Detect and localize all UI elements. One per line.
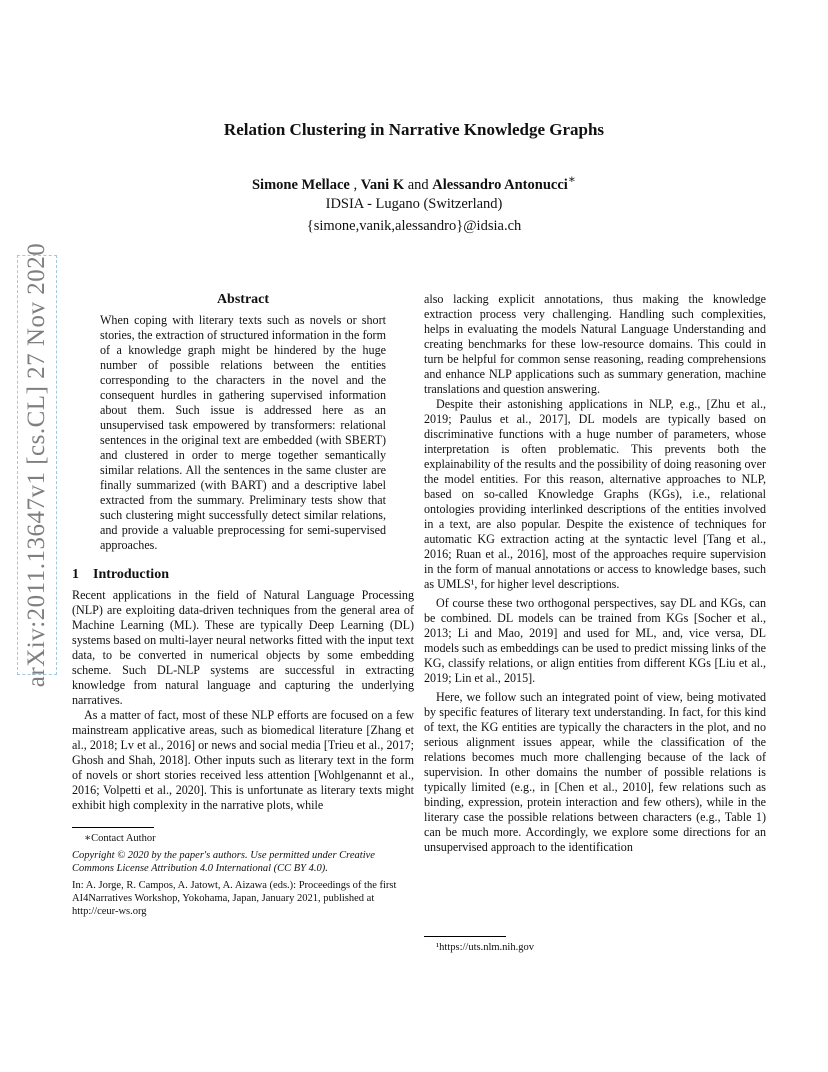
intro-paragraph-4: Despite their astonishing applications in NLP, e.g., [Zhu et al., 2019; Paulus et al., 2017], DL models are typically based on discriminative functions with a huge number of parameters, whose interpretation is often problematic. This prevents both the explainability of the results and the possibility of doing reasoning over the model entities. For this reason, alternative approaches to NLP, based on so-called Knowledge Graphs (KGs), i.e., relational ontologies providing interlinked descriptions of the entities involved in a text, are also popular. Despite the existence of techniques for automatic KG extraction acting at the syntactic level [Tang et al., 2016; Ruan et al., 2016], most of the approaches require supervision in the form of manual annotations or access to knowledge bases, such as UMLS¹, for higher level descriptions. bbox=[424, 397, 766, 591]
intro-paragraph-6: Here, we follow such an integrated point of view, being motivated by specific features of literary text understanding. In fact, for this kind of text, the KG entities are typically the characters in the plot, and no serious alignment issues appear, while the classification of the relations becomes much more challenging because of the lack of supervision. In other domains the number of possible relations is typically limited (e.g., in [Chen et al., 2010], few relations such as binding, expression, protein interaction and few others), while in the literary case the possible relations between characters (e.g., Table 1) can be much more. Accordingly, we explore some directions for an unsupervised approach to the identification bbox=[424, 690, 766, 854]
arxiv-sidebar bbox=[17, 242, 57, 688]
intro-paragraph-3: also lacking explicit annotations, thus making the knowledge extraction process very challenging. Handling such complexities, helps in evaluating the models Natural Language Understanding and creating benchmarks for these low-resource domains. This could in turn be helpful for common sense reasoning, reading comprehensions and enhance NLP applications such as summary generation, machine translations and question answering. bbox=[424, 292, 766, 396]
paper-title: Relation Clustering in Narrative Knowledge Graphs bbox=[223, 120, 605, 139]
author-line bbox=[0, 172, 828, 194]
arxiv-identifier: arXiv:2011.13647v1 [cs.CL] 27 Nov 2020 bbox=[23, 242, 50, 688]
section-title: Introduction bbox=[93, 567, 169, 582]
abstract-heading: Abstract bbox=[216, 292, 270, 307]
intro-paragraph-2: As a matter of fact, most of these NLP efforts are focused on a few mainstream applicative areas, such as biomedical literature [Zhang et al., 2018; Lv et al., 2016] or news and social media [Trieu et al., 2017; Ghosh and Shah, 2018]. Other inputs such as literary text in the form of novels or short stories received less attention [Wohlgenannt et al., 2016; Volpetti et al., 2020]. This is unfortunate as literary texts might exhibit high complexity in the narrative plots, while bbox=[72, 708, 414, 812]
author-1: Simone Mellace bbox=[251, 176, 350, 193]
footnote-contact: ∗Contact Author bbox=[84, 833, 156, 844]
footnote-umls-url: ¹https://uts.nlm.nih.gov bbox=[436, 942, 534, 953]
footnote-rule-right bbox=[424, 936, 506, 937]
affiliation: IDSIA - Lugano (Switzerland) bbox=[325, 196, 503, 212]
section-heading-introduction bbox=[72, 567, 414, 582]
author-separator-2: and bbox=[404, 176, 433, 193]
right-footnote-area bbox=[424, 936, 766, 954]
author-3: Alessandro Antonucci bbox=[432, 176, 568, 193]
footnote-rule bbox=[72, 827, 154, 828]
author-emails: {simone,vanik,alessandro}@idsia.ch bbox=[306, 218, 522, 234]
intro-paragraph-1: Recent applications in the field of Natural Language Processing (NLP) are exploiting data-driven techniques from the general area of Machine Learning (ML). These are typically Deep Learning (DL) systems based on multi-layer neural networks fitted with the input text data, to be converted in numerical objects by some embedding scheme. Such DL-NLP systems are successful in extracting knowledge from natural language and capturing the underlying narratives. bbox=[72, 588, 414, 707]
footnote-proceedings: In: A. Jorge, R. Campos, A. Jatowt, A. Aizawa (eds.): Proceedings of the first AI4Narratives Workshop, Yokohama, Japan, January 2021, published at http://ceur-ws.org bbox=[72, 880, 397, 917]
left-column bbox=[72, 292, 414, 918]
intro-paragraph-5: Of course these two orthogonal perspectives, say DL and KGs, can be combined. DL models can be trained from KGs [Socher et al., 2013; Li and Mao, 2019] and used for ML, and, vice versa, DL models such as embeddings can be used to predict missing links of the KG, classify relations, or align entities from different KGs [Liu et al., 2019; Lin et al., 2015]. bbox=[424, 596, 766, 685]
author-separator-1: , bbox=[349, 176, 361, 193]
abstract-body: When coping with literary texts such as novels or short stories, the extraction of structured information in the form of a knowledge graph might be hindered by the huge number of possible relations between the entities corresponding to the characters in the novel and the consequent hurdles in gathering supervised information about them. Such issue is addressed here as an unsupervised task empowered by transformers: relational sentences in the original text are embedded (with SBERT) and clustered in order to merge together semantically similar relations. All the sentences in the same cluster are finally summarized (with BART) and a descriptive label extracted from the summary. Preliminary tests show that such clustering might successfully detect similar relations, and provide a valuable preprocessing for semi-supervised approaches. bbox=[100, 313, 386, 552]
corresponding-mark: ∗ bbox=[567, 172, 577, 186]
author-2: Vani K bbox=[360, 176, 405, 193]
section-number: 1 bbox=[72, 567, 79, 582]
right-column bbox=[424, 292, 766, 855]
footnote-copyright: Copyright © 2020 by the paper's authors. Use permitted under Creative Commons License Attribution 4.0 International (CC BY 4.0). bbox=[72, 850, 375, 874]
